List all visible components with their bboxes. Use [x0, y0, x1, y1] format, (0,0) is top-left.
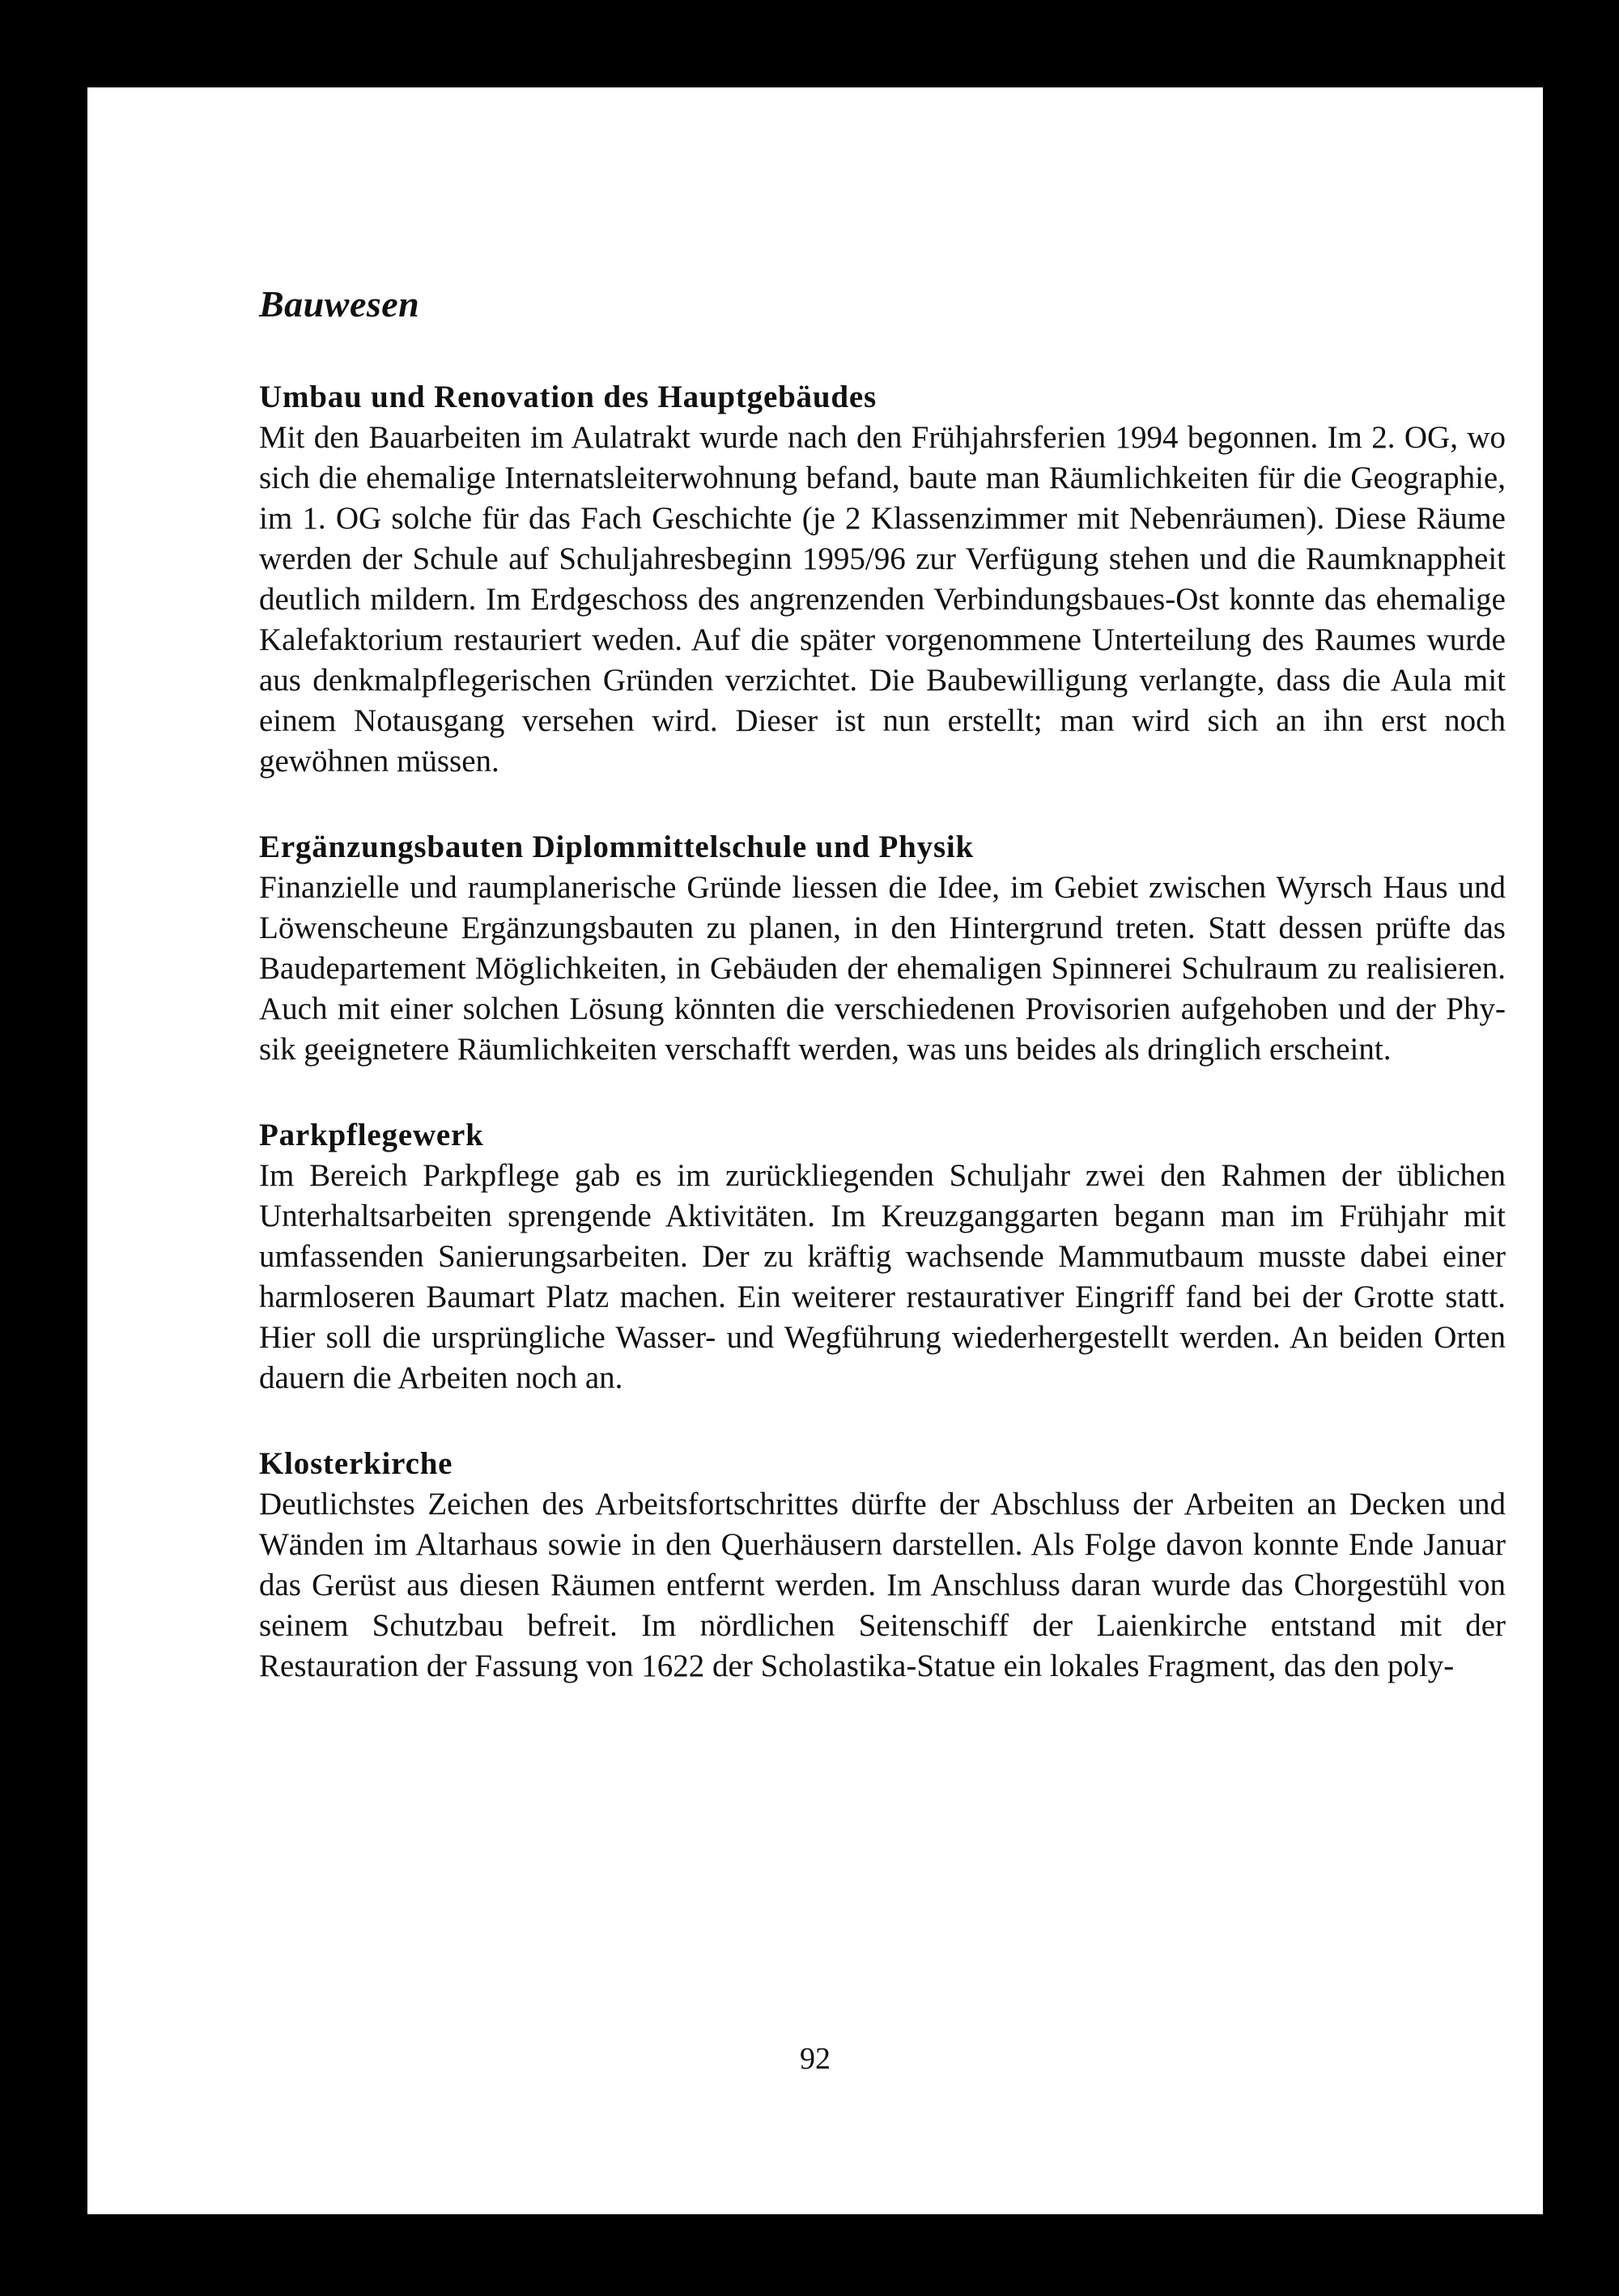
section-heading: Parkpflegewerk: [259, 1118, 484, 1152]
page-content: [259, 282, 1506, 1732]
section-umbau-renovation: [259, 377, 1506, 782]
section-heading: Ergänzungsbauten Diplommittelschule und Physik: [259, 830, 975, 864]
section-heading: Umbau und Renovation des Hauptgebäudes: [259, 380, 877, 414]
section-klosterkirche: [259, 1444, 1506, 1687]
section-body: Im Bereich Parkpflege gab es im zurückliegenden Schuljahr zwei den Rahmen der üblichen Unterhaltsarbeiten sprengende Aktivitäten. Im Kreuzganggarten begann man im Frühjahr mit umfassenden Sanierungsarbeiten. Der zu kräftig wachsende Mammutbaum musste dabei einer harmloseren Baumart Platz machen. Ein weiterer restaurativer Eingriff fand bei der Grotte statt. Hier soll die ursprüngliche Wasser- und Wegführung wiederhergestellt werden. An beiden Orten dauern die Arbeiten noch an.: [259, 1158, 1506, 1395]
section-body: Deutlichstes Zeichen des Arbeitsfortschrittes dürfte der Abschluss der Arbeiten an Decken und Wänden im Altarhaus sowie in den Querhäusern darstellen. Als Folge davon konnte Ende Januar das Gerüst aus diesen Räumen entfernt werden. Im Anschluss daran wurde das Chorgestühl von seinem Schutzbau befreit. Im nördlichen Seitenschiff der Laienkirche entstand mit der Restauration der Fassung von 1622 der Scholastika-Statue ein lokales Fragment, das den poly-: [259, 1487, 1506, 1683]
section-heading: Klosterkirche: [259, 1446, 453, 1481]
section-body: Mit den Bauarbeiten im Aulatrakt wurde nach den Frühjahrsferien 1994 begonnen. Im 2. OG, wo sich die ehemalige Internatsleiterwohnung befand, baute man Räumlichkeiten für die Geographie, im 1. OG solche für das Fach Geschichte (je 2 Klassenzimmer mit Nebenräumen). Diese Räume werden der Schule auf Schuljahresbeginn 1995/96 zur Verfügung stehen und die Raumknappheit deutlich mildern. Im Erdgeschoss des angrenzenden Verbindungsbaues-Ost konnte das ehemalige Kalefaktorium restauriert weden. Auf die später vorgenommene Unterteilung des Raumes wurde aus denkmalpflegerischen Gründen verzichtet. Die Baubewilligung verlangte, dass die Aula mit einem Notausgang versehen wird. Dieser ist nun erstellt; man wird sich an ihn erst noch gewöhnen müssen.: [259, 420, 1506, 779]
document-page: [87, 87, 1543, 2214]
section-body: Finanzielle und raumplanerische Gründe liessen die Idee, im Gebiet zwischen Wyrsch Haus und Löwenscheune Ergänzungsbauten zu planen, in den Hintergrund treten. Statt dessen prüfte das Baudepartement Möglichkeiten, in Gebäuden der ehemaligen Spinnerei Schulraum zu realisieren. Auch mit einer solchen Lösung könnten die verschiedenen Provisorien aufgehoben und der Physik geeignetere Räumlichkeiten verschafft werden, was uns beides als dringlich erscheint.: [259, 870, 1506, 1067]
section-parkpflegewerk: [259, 1115, 1506, 1398]
section-ergaenzungsbauten: [259, 827, 1506, 1070]
chapter-title: Bauwesen: [259, 283, 420, 325]
page-number: 92: [800, 2042, 831, 2076]
